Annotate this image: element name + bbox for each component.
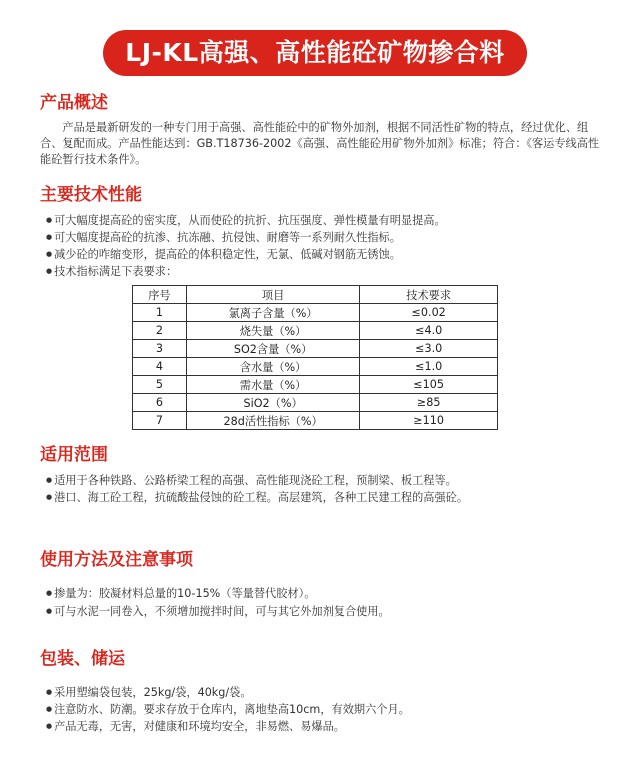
cell-index: 7 <box>133 412 187 430</box>
cell-index: 6 <box>133 394 187 412</box>
packaging-bullet-1: ● 采用塑编袋包装，25kg/袋，40kg/袋。 <box>46 684 252 701</box>
table-row <box>133 304 498 322</box>
scope-bullet-2: ● 港口、海工砼工程，抗硫酸盐侵蚀的砼工程。高层建筑，各种工民建工程的高强砼。 <box>46 489 468 506</box>
cell-requirement: ≥85 <box>360 394 498 412</box>
usage-heading: 使用方法及注意事项 <box>40 550 193 570</box>
col-header-requirement: 技术要求 <box>360 286 498 304</box>
cell-item: 需水量（%） <box>186 376 360 394</box>
packaging-heading: 包装、储运 <box>40 649 125 669</box>
cell-item: 含水量（%） <box>186 358 360 376</box>
cell-index: 3 <box>133 340 187 358</box>
cell-item: 烧失量（%） <box>186 322 360 340</box>
cell-item: 28d活性指标（%） <box>186 412 360 430</box>
table-row <box>133 340 498 358</box>
performance-heading: 主要技术性能 <box>40 185 142 205</box>
performance-bullet-4: ● 技术指标满足下表要求： <box>46 263 177 280</box>
overview-heading: 产品概述 <box>40 93 108 113</box>
usage-bullet-1: ● 掺量为：胶凝材料总量的10-15%（等量替代胶材）。 <box>46 585 315 602</box>
table-header-row <box>133 286 498 304</box>
cell-index: 5 <box>133 376 187 394</box>
cell-item: SO2含量（%） <box>186 340 360 358</box>
spec-table <box>132 285 498 430</box>
cell-requirement: ≤4.0 <box>360 322 498 340</box>
cell-requirement: ≤0.02 <box>360 304 498 322</box>
col-header-index: 序号 <box>133 286 187 304</box>
col-header-item: 项目 <box>186 286 360 304</box>
performance-bullet-2: ● 可大幅度提高砼的抗渗、抗冻融、抗侵蚀、耐磨等一系列耐久性指标。 <box>46 229 401 246</box>
cell-index: 4 <box>133 358 187 376</box>
cell-requirement: ≤1.0 <box>360 358 498 376</box>
scope-heading: 适用范围 <box>40 445 108 465</box>
packaging-bullet-2: ● 注意防水、防潮。要求存放于仓库内，离地垫高10cm，有效期六个月。 <box>46 701 410 718</box>
page-title: LJ-KL高强、高性能砼矿物掺合料 <box>103 30 527 76</box>
cell-index: 2 <box>133 322 187 340</box>
performance-bullet-3: ● 减少砼的咋缩变形，提高砼的体积稳定性，无氯、低碱对钢筋无锈蚀。 <box>46 246 401 263</box>
cell-requirement: ≥110 <box>360 412 498 430</box>
table-row <box>133 376 498 394</box>
table-row <box>133 322 498 340</box>
cell-item: 氯离子含量（%） <box>186 304 360 322</box>
cell-index: 1 <box>133 304 187 322</box>
usage-bullet-2: ● 可与水泥一同卷入，不须增加搅拌时间，可与其它外加剂复合使用。 <box>46 603 390 620</box>
cell-requirement: ≤3.0 <box>360 340 498 358</box>
cell-item: SiO2（%） <box>186 394 360 412</box>
table-row <box>133 358 498 376</box>
scope-bullet-1: ● 适用于各种铁路、公路桥梁工程的高强、高性能现浇砼工程，预制梁、板工程等。 <box>46 472 457 489</box>
table-row <box>133 412 498 430</box>
table-row <box>133 394 498 412</box>
performance-bullet-1: ● 可大幅度提高砼的密实度，从而使砼的抗折、抗压强度、弹性模量有明显提高。 <box>46 212 446 229</box>
overview-text: 产品是最新研发的一种专门用于高强、高性能砼中的矿物外加剂，根据不同活性矿物的特点，经过优化、组合、复配而成。产品性能达到：GB.T18736-2002《高强、高性能砼用矿物外加剂》标准；符合：《客运专线高性能砼暂行技术条件》。 <box>40 121 600 166</box>
packaging-bullet-3: ● 产品无毒，无害，对健康和环境均安全，非易燃、易爆品。 <box>46 718 345 735</box>
cell-requirement: ≤105 <box>360 376 498 394</box>
